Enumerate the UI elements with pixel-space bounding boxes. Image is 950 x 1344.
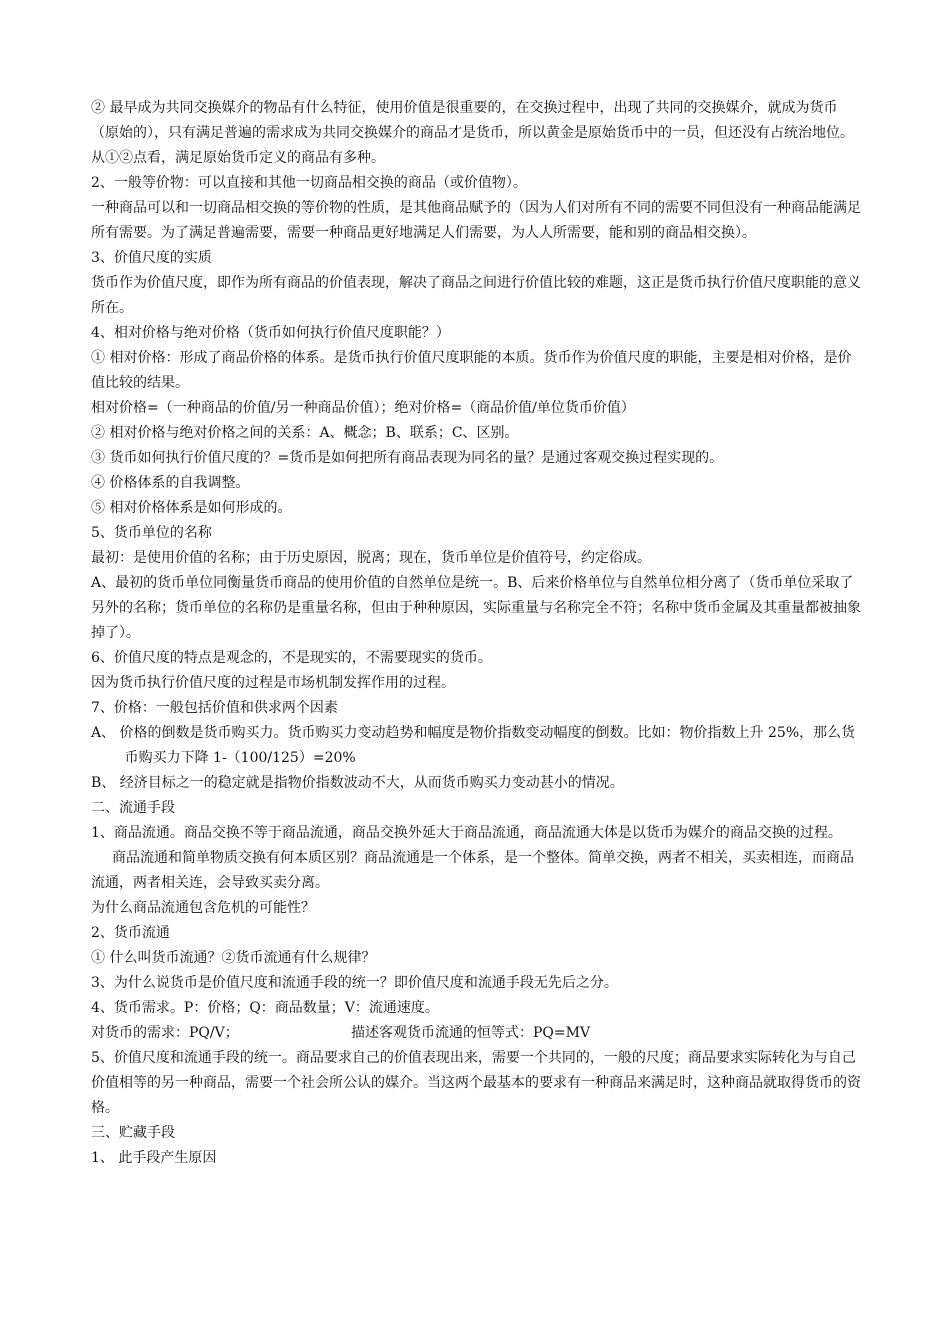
section-heading: 5、价值尺度和流通手段的统一。商品要求自己的价值表现出来，需要一个共同的，一般的尺度；商品要求实际转化为与自己价值相等的另一种商品，需要一个社会所公认的媒介。当这两个最基本的要求有一种商品来满足时，这种商品就取得货币的资格。 — [91, 1050, 861, 1116]
section-heading: 4、相对价格与绝对价格（货币如何执行价值尺度职能？） — [91, 325, 450, 341]
paragraph: 从①②点看，满足原始货币定义的商品有多种。 — [91, 150, 385, 166]
section-heading: 3、价值尺度的实质 — [91, 250, 212, 266]
list-item: ① 什么叫货币流通？②货币流通有什么规律？ — [91, 950, 376, 966]
money-flow-identity: 描述客观货币流通的恒等式：PQ=MV — [351, 1025, 591, 1041]
chapter-heading: 三、贮藏手段 — [91, 1125, 175, 1141]
section-heading: 3、为什么说货币是价值尺度和流通手段的统一？即价值尺度和流通手段无先后之分。 — [91, 975, 618, 991]
paragraph: 1、商品流通。商品交换不等于商品流通，商品交换外延大于商品流通，商品流通大体是以货币为媒介的商品交换的过程。 — [91, 825, 842, 841]
list-item: B、 经济目标之一的稳定就是指物价指数波动不大，从而货币购买力变动甚小的情况。 — [91, 775, 624, 791]
chapter-heading: 二、流通手段 — [91, 800, 175, 816]
paragraph: 商品流通和简单物质交换有何本质区别？商品流通是一个体系，是一个整体。简单交换，两者不相关，买卖相连，而商品流通，两者相关连，会导致买卖分离。 — [91, 850, 854, 891]
paragraph: ① 相对价格：形成了商品价格的体系。是货币执行价值尺度职能的本质。货币作为价值尺度的职能，主要是相对价格，是价值比较的结果。 — [91, 350, 852, 391]
paragraph: ② 最早成为共同交换媒介的物品有什么特征，使用价值是很重要的，在交换过程中，出现了共同的交换媒介，就成为货币（原始的），只有满足普遍的需求成为共同交换媒介的商品才是货币，所以黄金是原始货币中的一员，但还没有占统治地位。 — [91, 100, 854, 141]
document-body — [91, 96, 863, 1171]
section-heading: 4、货币需求。P：价格；Q：商品数量；V：流通速度。 — [91, 1000, 439, 1016]
section-heading: 5、货币单位的名称 — [91, 525, 212, 541]
list-item: ③ 货币如何执行价值尺度的？=货币是如何把所有商品表现为同名的量？是通过客观交换过程实现的。 — [91, 450, 724, 466]
money-demand-formula: 对货币的需求：PQ/V； — [91, 1025, 239, 1041]
list-item: ④ 价格体系的自我调整。 — [91, 475, 250, 491]
formula-row — [91, 1021, 863, 1046]
paragraph: 最初：是使用价值的名称；由于历史原因，脱离；现在，货币单位是价值符号，约定俗成。 — [91, 550, 651, 566]
section-heading: 2、一般等价物：可以直接和其他一切商品相交换的商品（或价值物）。 — [91, 175, 527, 191]
section-heading: 1、 此手段产生原因 — [91, 1150, 217, 1166]
paragraph: 一种商品可以和一切商品相交换的等价物的性质，是其他商品赋予的（因为人们对所有不同的需要不同但没有一种商品能满足所有需要。为了满足普遍需要，需要一种商品更好地满足人们需要，为人人所需要，能和别的商品相交换）。 — [91, 200, 861, 241]
list-item: ② 相对价格与绝对价格之间的关系：A、概念；B、联系；C、区别。 — [91, 425, 519, 441]
paragraph: 货币作为价值尺度，即作为所有商品的价值表现，解决了商品之间进行价值比较的难题，这正是货币执行价值尺度职能的意义所在。 — [91, 275, 861, 316]
list-item: A、 价格的倒数是货币购买力。货币购买力变动趋势和幅度是物价指数变动幅度的倒数。比如：物价指数上升 25%，那么货币购买力下降 1-（100/125）=20% — [91, 725, 856, 766]
formula-line: 相对价格=（一种商品的价值/另一种商品价值）；绝对价格=（商品价值/单位货币价值） — [91, 400, 635, 416]
section-heading: 2、货币流通 — [91, 925, 170, 941]
section-heading: 6、价值尺度的特点是观念的，不是现实的，不需要现实的货币。 — [91, 650, 492, 666]
paragraph: 为什么商品流通包含危机的可能性？ — [91, 900, 315, 916]
list-item: ⑤ 相对价格体系是如何形成的。 — [91, 500, 292, 516]
paragraph: A、最初的货币单位同衡量货币商品的使用价值的自然单位是统一。B、后来价格单位与自然单位相分离了（货币单位采取了另外的名称；货币单位的名称仍是重量名称，但由于种种原因，实际重量与名称完全不符；名称中货币金属及其重量都被抽象掉了）。 — [91, 575, 861, 641]
section-heading: 7、价格：一般包括价值和供求两个因素 — [91, 700, 338, 716]
paragraph: 因为货币执行价值尺度的过程是市场机制发挥作用的过程。 — [91, 675, 455, 691]
